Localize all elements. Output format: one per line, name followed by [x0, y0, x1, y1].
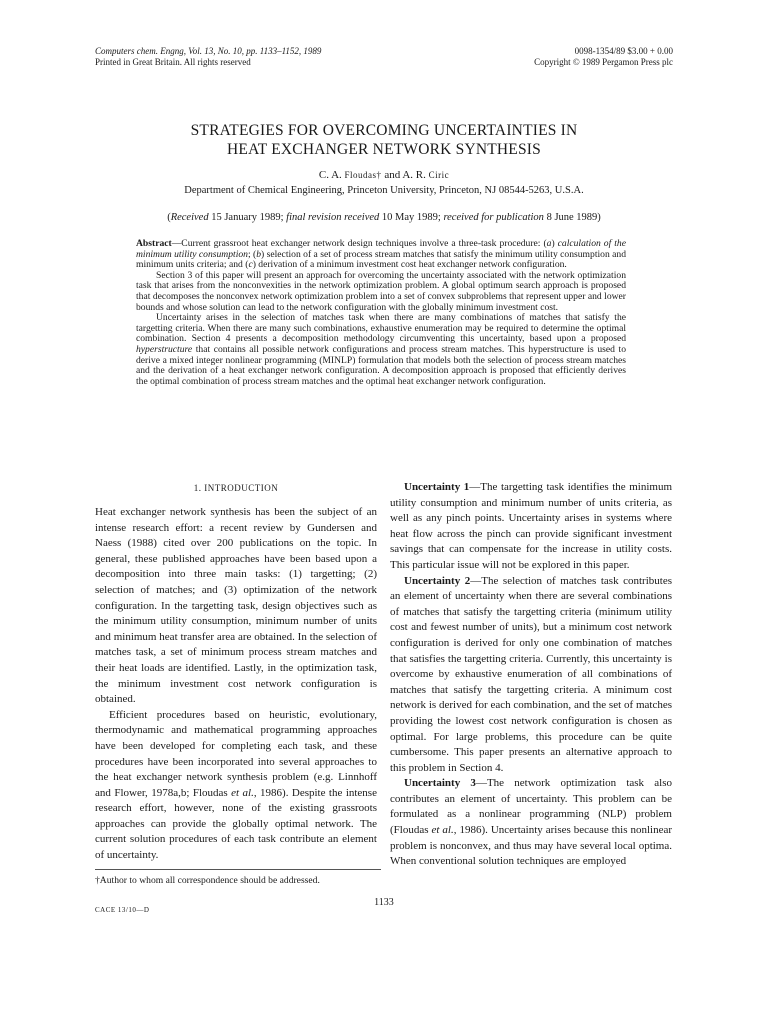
received-open: ( [167, 212, 171, 223]
body-italic: et al. [431, 824, 454, 837]
abstract-italic: calculation of the minimum utility consumption [136, 238, 626, 260]
copyright-block [534, 46, 673, 68]
publication-label: received for publication [443, 212, 544, 223]
body-text: , 1986). Uncertainty arises because this nonlinear problem is nonconvex, and thus may have several local optima. When conventional solution techniques are employed [390, 824, 672, 868]
abstract-text: that contains all possible network configurations and process stream matches. This hyperstructure is used to derive a mixed integer nonlinear programming (MINLP) formulation that models both the selection of process stream matches and the derivation of a heat exchanger network configuration. A decomposition approach is proposed that efficiently derives the optimal combination of process stream matches and the optimal heat exchanger network configuration. [136, 343, 626, 387]
author2-surname: Ciric [428, 170, 450, 180]
footnote-rule [95, 869, 381, 870]
footnote: †Author to whom all correspondence should be addressed. [95, 875, 320, 886]
uncertainty-2-paragraph [390, 574, 672, 777]
abstract-label: Abstract [136, 238, 172, 249]
title-line-2: HEAT EXCHANGER NETWORK SYNTHESIS [227, 141, 541, 158]
abstract-paragraph-1 [136, 239, 626, 271]
title-line-1: STRATEGIES FOR OVERCOMING UNCERTAINTIES IN [190, 122, 578, 139]
author1-surname: Floudas† [344, 170, 382, 180]
citation-line-1: Computers chem. Engng, Vol. 13, No. 10, pp. 1133–1152, 1989 [95, 46, 322, 56]
abstract-item-b: b [256, 248, 262, 260]
intro-paragraph-1: Heat exchanger network synthesis has been the subject of an intense research effort: a recent review by Gundersen and Naess (1988) cited over 200 publications on the topic. In general, these published approaches have been based upon a decomposition into three main tasks: (1) targetting; (2) selection of matches; and (3) optimization of the network configuration. In the targetting task, design objectives such as the minimum utility consumption, minimum number of units and minimum heat transfer area are obtained. In the selection of matches task, a set of minimum process stream matches and their heat loads are identified. Lastly, in the optimization task, the minimum investment cost network configuration is obtained. [95, 506, 377, 706]
intro-paragraph-2 [95, 708, 377, 864]
body-text: , 1986). Despite the intense research effort, however, none of the existing grassroots approaches can provide the globally optimal network. The current solution procedures of each task contribute an element of uncertainty. [95, 786, 377, 862]
body-text: —The network optimization task also contributes an element of uncertainty. This problem can be formulated as a nonlinear programming (NLP) problem (Floudas [390, 777, 672, 837]
abstract-text: ) derivation of a minimum investment cost heat exchanger network configuration. [252, 259, 567, 271]
right-column [390, 480, 672, 870]
journal-citation [95, 46, 321, 68]
section-heading: 1. INTRODUCTION [193, 483, 279, 493]
uncertainty-3-paragraph [390, 776, 672, 870]
received-date: 15 January 1989; [208, 212, 287, 223]
uncertainty-3-label: Uncertainty 3 [404, 777, 476, 790]
abstract-text: Uncertainty arises in the selection of matches task when there are many combinations of matches that satisfy the targetting criteria. When there are many such combinations, exhaustive enumeration may be required to determine the optimal combination. Section 4 presents a decomposition methodology circumventing this uncertainty, based upon a proposed [136, 312, 626, 345]
abstract-text: ) selection of a set of process stream matches that satisfy the minimum utility consumption and minimum units criteria; and ( [136, 248, 627, 271]
author-conjunction: and [384, 169, 401, 181]
abstract-text: —Current grassroot heat exchanger network design techniques involve a three-task procedure: ( [171, 238, 547, 249]
uncertainty-2-label: Uncertainty 2 [404, 574, 471, 587]
abstract-item-a: a [546, 238, 552, 249]
abstract-text: ; ( [247, 248, 257, 260]
abstract-italic: hyperstructure [136, 343, 193, 355]
author2-initials: A. R. [402, 169, 426, 181]
paper-title [84, 121, 684, 159]
body-text: —The selection of matches task contributes an element of uncertainty when there are several combinations of matches that satisfy the targetting criteria (minimum utility cost and fewest number of units), but a minimum cost network configuration is derived for only one combination of matches that satisfies the targetting criteria. Currently, this uncertainty is overcome by exhaustive enumeration of all combinations of matches that satisfy the targetting criteria. A minimum cost network is derived for each combination, and the set of matches providing the lowest cost network configuration is chosen as optimal. For large problems, this procedure can be quite cumbersome. This paper presents an alternative approach to this problem in Section 4. [390, 574, 672, 774]
abstract-paragraph-2: Section 3 of this paper will present an approach for overcoming the uncertainty associated with the network optimization task that arises from the nonconvexities in the network optimization problem. A global optimum search approach is proposed that decomposes the nonconvex network optimization problem into a set of convex subproblems that represent upper and lower bounds and whose solution can lead to the network configuration with the globally minimum investment cost. [136, 269, 626, 313]
body-text: —The targetting task identifies the minimum utility consumption and minimum number of units criteria, as well as any pinch points. Uncertainty arises in systems where heat flow across the pinch can provide significant investment savings that can compensate for the increase in utility costs. This particular issue will not be explored in this paper. [390, 481, 672, 571]
abstract-item-c: c [248, 259, 253, 271]
received-label: Received [170, 212, 209, 223]
abstract [136, 239, 626, 387]
citation-line-2: Printed in Great Britain. All rights reserved [95, 57, 251, 67]
left-column [95, 482, 377, 864]
revision-date: 10 May 1989; [379, 212, 444, 223]
issn-price: 0098-1354/89 $3.00 + 0.00 [574, 46, 673, 56]
copyright-line: Copyright © 1989 Pergamon Press plc [534, 57, 673, 67]
publication-date: 8 June 1989) [543, 212, 601, 223]
authors [84, 169, 684, 182]
revision-label: final revision received [286, 212, 380, 223]
page-number: 1133 [374, 897, 394, 908]
affiliation: Department of Chemical Engineering, Princeton University, Princeton, NJ 08544-5263, U.S.A. [184, 185, 584, 196]
uncertainty-1-paragraph [390, 480, 672, 574]
uncertainty-1-label: Uncertainty 1 [404, 481, 470, 493]
abstract-paragraph-3 [136, 313, 626, 387]
author1-initials: C. A. [318, 169, 342, 181]
received-dates [84, 211, 684, 224]
page-code: CACE 13/10—D [95, 906, 150, 914]
body-italic: et al. [231, 786, 254, 799]
abstract-text: ) [551, 238, 558, 249]
body-text: Efficient procedures based on heuristic, evolutionary, thermodynamic and mathematical programming approaches have been developed for completing each task, and these procedures have been incorporated into several approaches to the heat exchanger network synthesis problem (e.g. Linnhoff and Flower, 1978a,b; Floudas [95, 708, 377, 799]
